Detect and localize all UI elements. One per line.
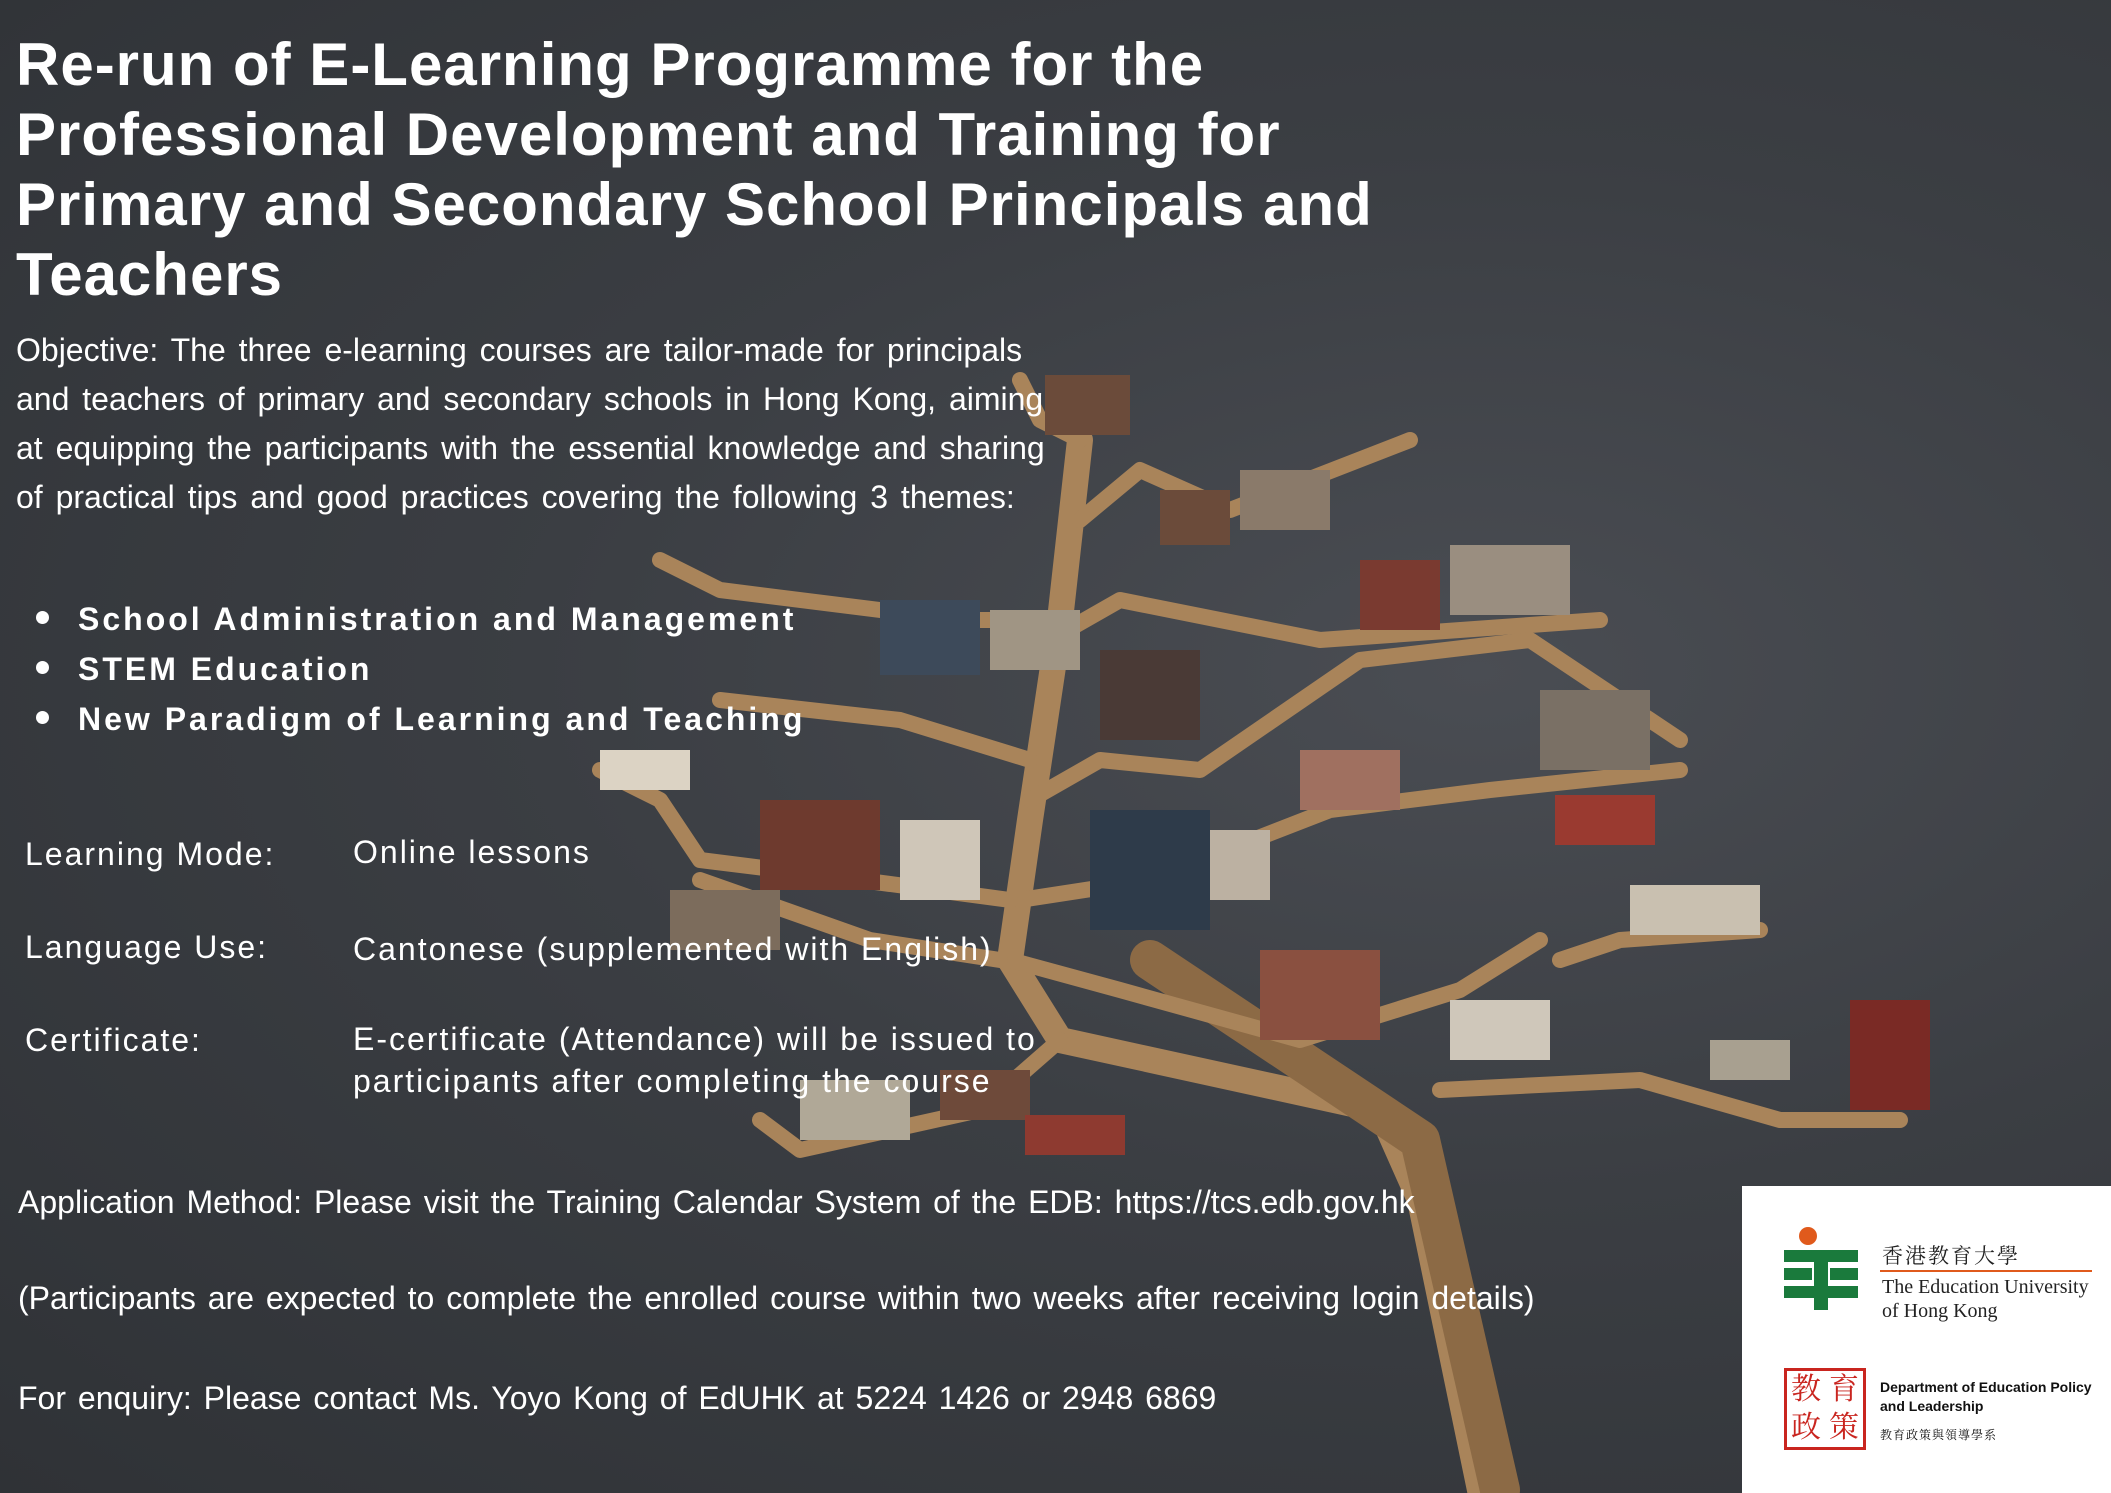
certificate-value-line: participants after completing the course [353, 1063, 992, 1099]
themes-list [30, 594, 805, 744]
eduhk-chinese-name: 香港教育大學 [1882, 1244, 2020, 1268]
seal-character: 教 [1791, 1372, 1821, 1407]
learning-mode-value: Online lessons [353, 834, 591, 870]
learning-mode-label: Learning Mode: [25, 836, 276, 872]
department-seal-logo [1784, 1368, 1866, 1450]
certificate-value [353, 1018, 1037, 1102]
seal-character: 策 [1829, 1410, 1859, 1445]
logo-panel [1742, 1186, 2111, 1493]
divider [1880, 1270, 2092, 1272]
department-english-name: Department of Education Policy and Leadership [1880, 1379, 2092, 1414]
certificate-value-line: E-certificate (Attendance) will be issued to [353, 1021, 1037, 1057]
eduhk-english-name: The Education University of Hong Kong [1882, 1276, 2089, 1322]
completion-note: (Participants are expected to complete the enrolled course within two weeks after receiving login details) [18, 1280, 1535, 1316]
enquiry-contact: For enquiry: Please contact Ms. Yoyo Kong of EdUHK at 5224 1426 or 2948 6869 [18, 1380, 1217, 1416]
objective-text: Objective: The three e-learning courses are tailor-made for principals and teachers of primary and secondary schools in Hong Kong, aiming at equipping the participants with the essential knowledge and sharing of practical tips and good practices covering the following 3 themes: [16, 332, 1045, 515]
department-chinese-name: 教育政策與領導學系 [1880, 1428, 1998, 1442]
theme-item: STEM Education [30, 644, 805, 694]
application-method: Application Method: Please visit the Training Calendar System of the EDB: https://tcs.edb.gov.hk [18, 1184, 1415, 1220]
theme-item: School Administration and Management [30, 594, 805, 644]
language-use-value: Cantonese (supplemented with English) [353, 931, 993, 967]
seal-character: 政 [1791, 1410, 1821, 1445]
page-title: Re-run of E-Learning Programme for the Professional Development and Training for Primary and Secondary School Principals and Teachers [16, 31, 1373, 308]
seal-character: 育 [1829, 1372, 1859, 1407]
eduhk-logo-icon [1784, 1226, 1858, 1310]
certificate-label: Certificate: [25, 1022, 202, 1058]
language-use-label: Language Use: [25, 929, 269, 965]
theme-item: New Paradigm of Learning and Teaching [30, 694, 805, 744]
